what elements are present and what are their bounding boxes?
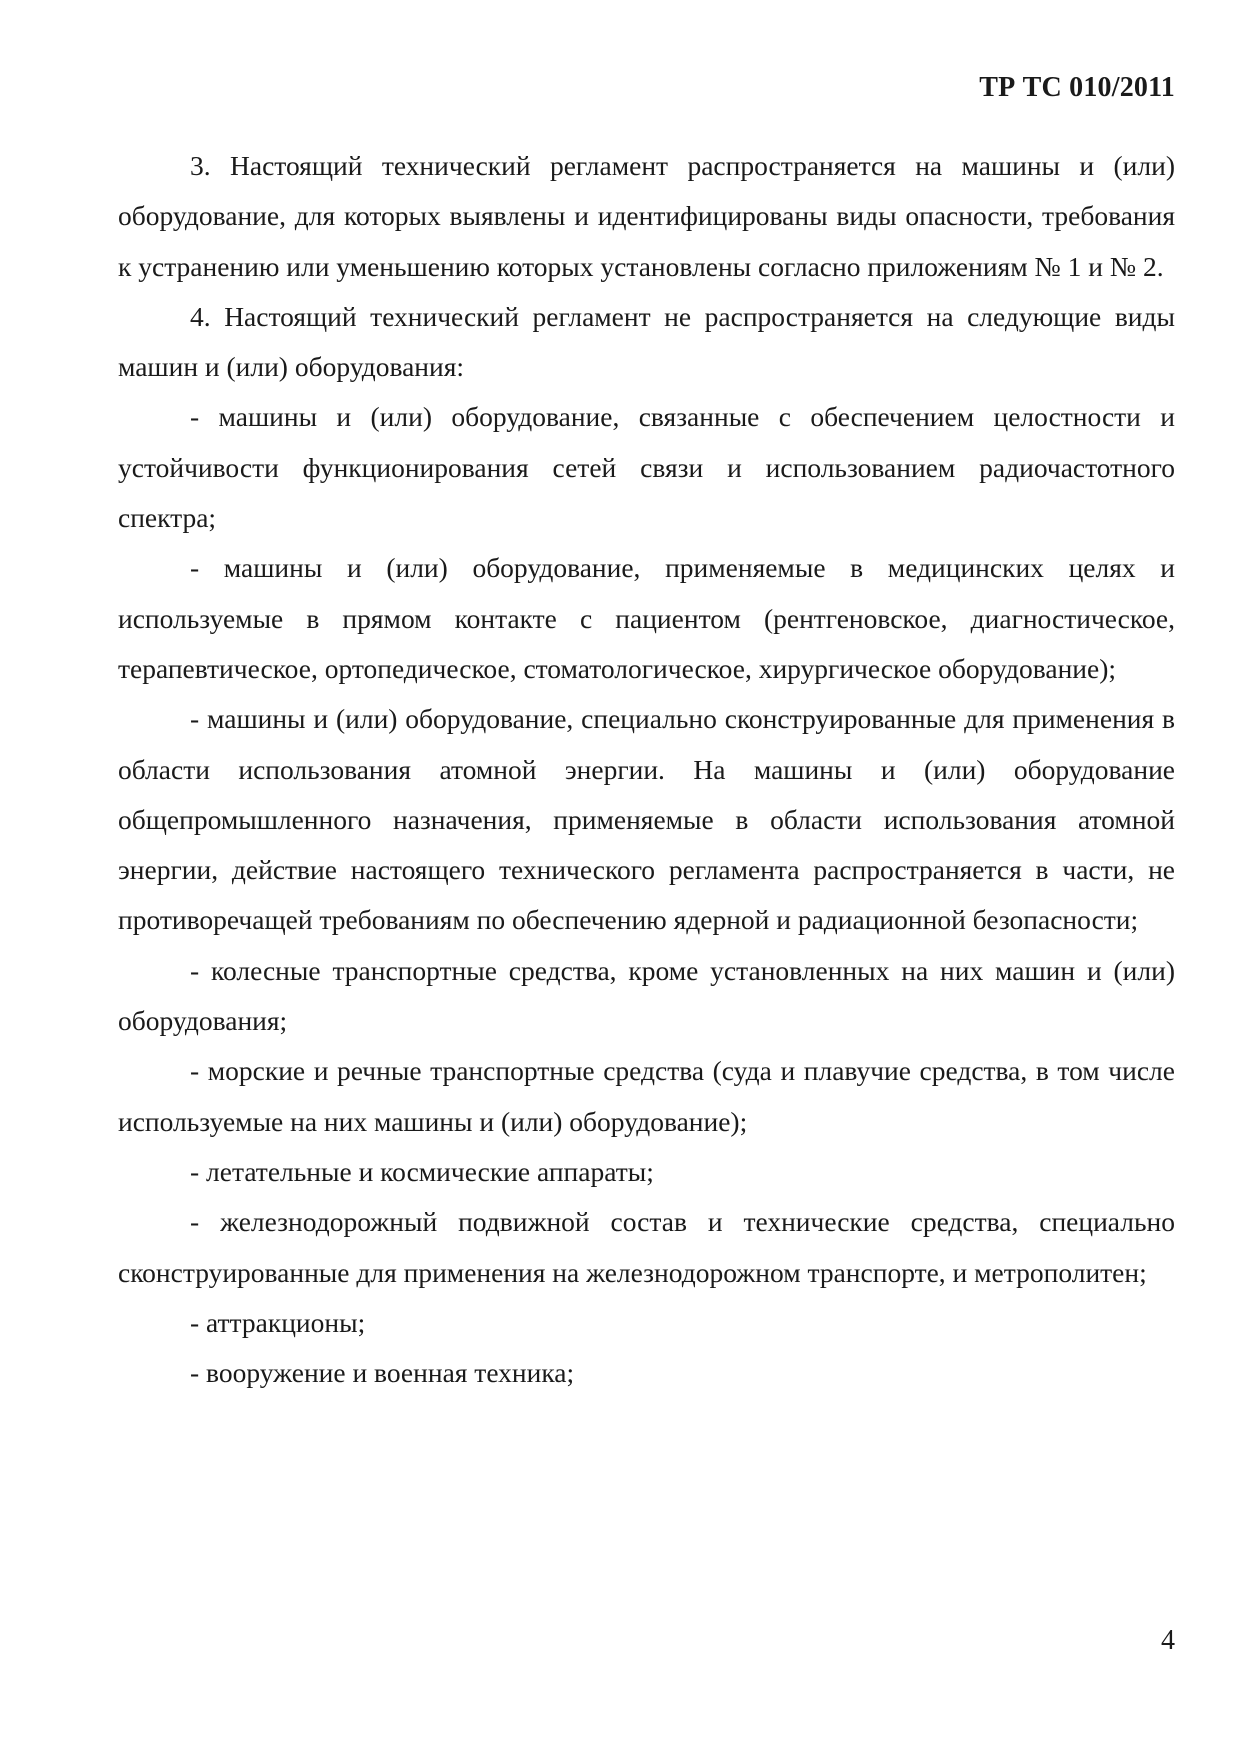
paragraph-3: 3. Настоящий технический регламент распространяется на машины и (или) оборудование, для которых выявлены и идентифицированы виды опасности, требования к устранению или уменьшению которых установлены согласно приложениям № 1 и № 2.	[118, 150, 1175, 282]
list-item-medical: - машины и (или) оборудование, применяемые в медицинских целях и используемые в прямом контакте с пациентом (рентгеновское, диагностическое, терапевтическое, ортопедическое, стоматологическое, хирургическое оборудование);	[118, 552, 1175, 684]
list-item-aircraft: - летательные и космические аппараты;	[190, 1155, 654, 1187]
list-item-wheeled-vehicles: - колесные транспортные средства, кроме установленных на них машин и (или) оборудования;	[118, 954, 1175, 1037]
list-item-marine-vehicles: - морские и речные транспортные средства (суда и плавучие средства, в том числе используемые на них машины и (или) оборудование);	[118, 1055, 1175, 1137]
list-item-railway: - железнодорожный подвижной состав и технические средства, специально сконструированные для применения на железнодорожном транспорте, и метрополитен;	[118, 1206, 1175, 1288]
paragraph-4: 4. Настоящий технический регламент не распространяется на следующие виды машин и (или) оборудования:	[118, 300, 1175, 383]
list-item-communications: - машины и (или) оборудование, связанные с обеспечением целостности и устойчивости функционирования сетей связи и использованием радиочастотного спектра;	[118, 401, 1175, 534]
list-item-nuclear: - машины и (или) оборудование, специально сконструированные для применения в области использования атомной энергии. На машины и (или) оборудование общепромышленного назначения, применяемые в области использования атомной энергии, действие настоящего технического регламента распространяется в части, не противоречащей требованиям по обеспечению ядерной и радиационной безопасности;	[118, 703, 1175, 936]
page-number: 4	[1161, 1625, 1175, 1656]
document-code: ТР ТС 010/2011	[979, 72, 1175, 103]
document-body	[118, 141, 1175, 1398]
list-item-attractions: - аттракционы;	[190, 1306, 366, 1338]
list-item-weapons: - вооружение и военная техника;	[190, 1357, 575, 1389]
